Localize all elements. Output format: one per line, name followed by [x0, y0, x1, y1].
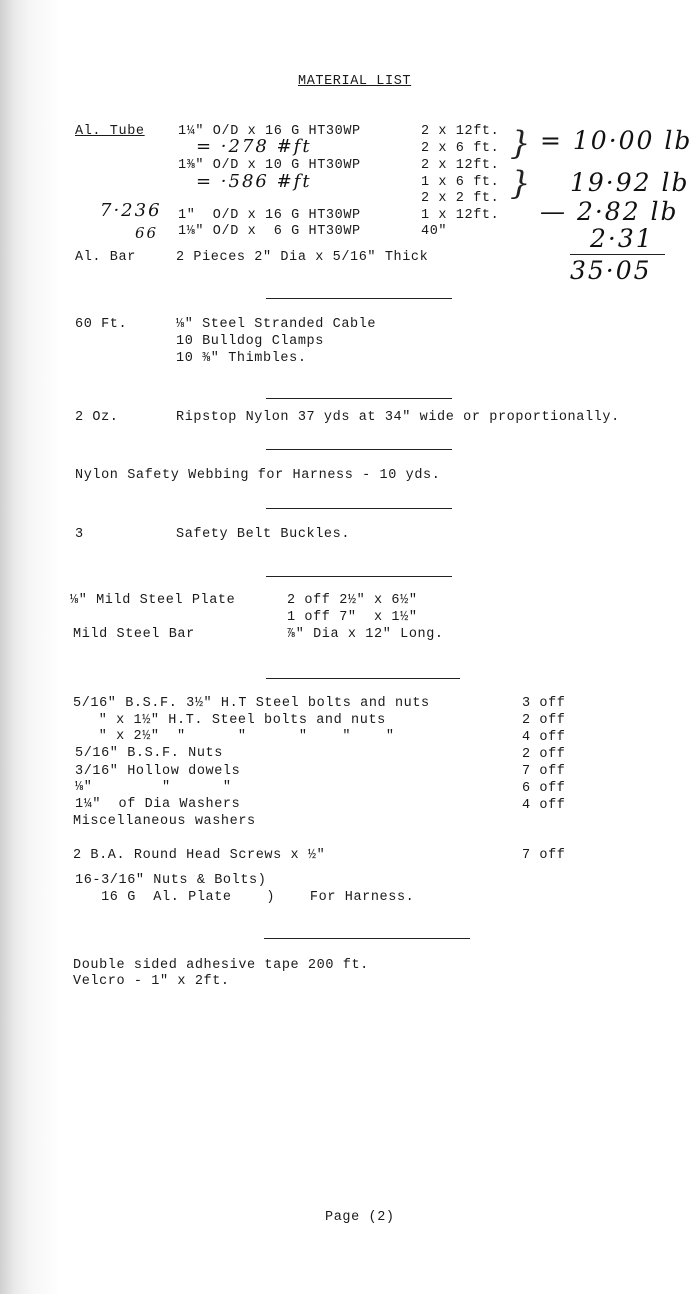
tube-label: Al. Tube	[75, 124, 145, 139]
handwritten-total: = 10·00 lb	[540, 126, 693, 155]
plate-line: 1 off 7" x 1½"	[287, 610, 418, 625]
buckles-qty: 3	[75, 527, 84, 542]
hardware-qty: 3 off	[522, 696, 566, 711]
hardware-item: ⅛" " "	[75, 780, 232, 795]
plate-line: 2 off 2½" x 6½"	[287, 593, 418, 608]
page-number: Page (2)	[325, 1210, 395, 1225]
handwritten-note: 66	[135, 224, 159, 242]
hardware-qty: 7 off	[522, 764, 566, 779]
handwritten-note: = ·586 #ft	[196, 171, 312, 192]
handwritten-brace: }	[510, 124, 529, 162]
hardware-item: 3/16" Hollow dowels	[75, 764, 241, 779]
harness-line: 16 G Al. Plate ) For Harness.	[75, 890, 415, 905]
tube-qty: 1 x 12ft.	[421, 208, 500, 223]
screws-qty: 7 off	[522, 848, 566, 863]
section-divider	[266, 576, 452, 577]
section-divider	[266, 298, 452, 299]
bar-label: Al. Bar	[75, 250, 136, 265]
hardware-item: " x 1½" H.T. Steel bolts and nuts	[90, 713, 386, 728]
hardware-item: " x 2½" " " " " "	[90, 729, 395, 744]
tube-qty: 2 x 2 ft.	[421, 191, 500, 206]
plate-label: ⅛" Mild Steel Plate	[70, 593, 236, 608]
tube-qty: 2 x 12ft.	[421, 124, 500, 139]
handwritten-total: — 2·82 lb	[540, 197, 679, 226]
hardware-qty: 4 off	[522, 798, 566, 813]
hardware-qty: 6 off	[522, 781, 566, 796]
screws-item: 2 B.A. Round Head Screws x ½"	[73, 848, 326, 863]
buckles-desc: Safety Belt Buckles.	[176, 527, 351, 542]
cable-qty: 60 Ft.	[75, 317, 128, 332]
cable-line: ⅛" Steel Stranded Cable	[176, 317, 377, 332]
section-divider	[266, 398, 452, 399]
hardware-item: 5/16" B.S.F. 3½" H.T Steel bolts and nuts	[73, 696, 430, 711]
handwritten-note: = ·278 #ft	[196, 136, 312, 157]
hardware-item: 1¼" of Dia Washers	[75, 797, 241, 812]
handwritten-note: 7·236	[100, 200, 162, 221]
harness-line: 16-3/16" Nuts & Bolts)	[75, 873, 267, 888]
handwritten-brace: }	[510, 164, 529, 202]
tape-line: Velcro - 1" x 2ft.	[73, 974, 230, 989]
tube-spec: 1⅛" O/D x 6 G HT30WP	[178, 224, 361, 239]
handwritten-total: 2·31	[590, 224, 654, 253]
section-divider	[266, 508, 452, 509]
handwritten-grand-total: 35·05	[570, 256, 652, 285]
section-divider	[266, 449, 452, 450]
section-divider	[264, 938, 470, 939]
nylon-qty: 2 Oz.	[75, 410, 119, 425]
section-divider	[266, 678, 460, 679]
steel-bar-label: Mild Steel Bar	[73, 627, 195, 642]
nylon-desc: Ripstop Nylon 37 yds at 34" wide or proportionally.	[176, 410, 620, 425]
hardware-qty: 4 off	[522, 730, 566, 745]
handwritten-sum-line	[570, 254, 665, 255]
bar-desc: 2 Pieces 2" Dia x 5/16" Thick	[176, 250, 429, 265]
tube-qty: 40"	[421, 224, 448, 239]
hardware-item: Miscellaneous washers	[73, 814, 256, 829]
cable-line: 10 ⅜" Thimbles.	[176, 351, 307, 366]
tube-spec: 1¼" O/D x 16 G HT30WP	[178, 124, 361, 139]
steel-bar-desc: ⅞" Dia x 12" Long.	[287, 627, 444, 642]
hardware-qty: 2 off	[522, 747, 566, 762]
hardware-qty: 2 off	[522, 713, 566, 728]
tube-qty: 2 x 12ft.	[421, 158, 500, 173]
handwritten-total: 19·92 lb	[570, 168, 690, 197]
tube-spec: 1⅜" O/D x 10 G HT30WP	[178, 158, 361, 173]
tape-line: Double sided adhesive tape 200 ft.	[73, 958, 369, 973]
cable-line: 10 Bulldog Clamps	[176, 334, 324, 349]
tube-spec: 1" O/D x 16 G HT30WP	[178, 208, 361, 223]
tube-qty: 2 x 6 ft.	[421, 141, 500, 156]
page-title: MATERIAL LIST	[298, 74, 412, 89]
hardware-item: 5/16" B.S.F. Nuts	[75, 746, 223, 761]
webbing-desc: Nylon Safety Webbing for Harness - 10 yds.	[75, 468, 441, 483]
tube-qty: 1 x 6 ft.	[421, 175, 500, 190]
